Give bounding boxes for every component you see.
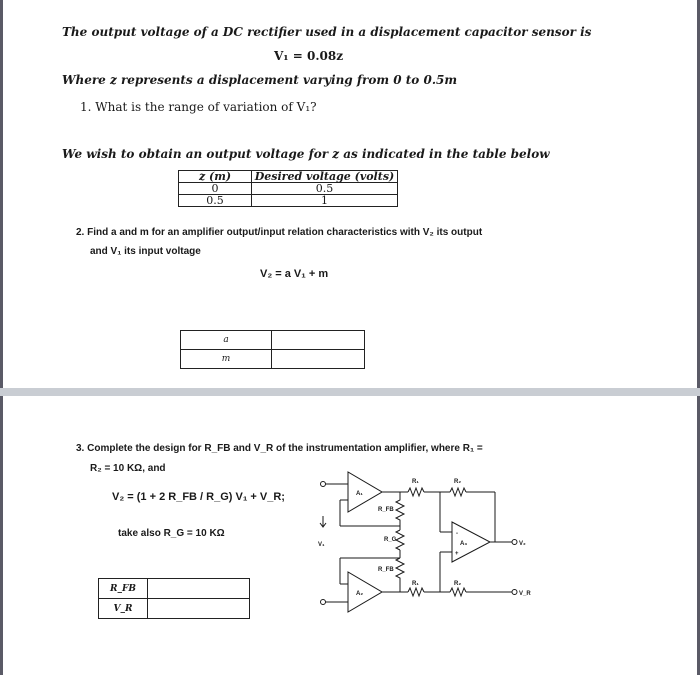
label-a3-minus: - (456, 531, 458, 537)
label-rg: R_G (384, 537, 397, 543)
opamp-a2 (348, 572, 382, 612)
label-a2: A₂ (356, 591, 363, 597)
resistor-rfb-top (396, 496, 404, 526)
resistor-r1-top (408, 488, 424, 496)
a-m-table (180, 330, 365, 369)
resistor-r2-top (450, 488, 466, 496)
label-rfb-top: R_FB (378, 507, 394, 513)
equation-v2-instr: V₂ = (1 + 2 R_FB / R_G) V₁ + V_R; (112, 491, 285, 503)
take-also-text: take also R_G = 10 KΩ (118, 528, 225, 539)
label-a3-plus: + (455, 551, 459, 557)
input-terminal-bottom (321, 600, 326, 605)
input-terminal-top (321, 482, 326, 487)
page-separator (0, 388, 700, 396)
instrumentation-amplifier-circuit (300, 468, 545, 618)
cell-v-1: 1 (252, 195, 398, 207)
output-terminal (512, 540, 517, 545)
cell-z-0: 0 (179, 183, 252, 195)
label-m: m (181, 350, 272, 369)
label-vr: V_R (99, 599, 148, 619)
left-frame-edge (0, 0, 3, 675)
cell-z-1: 0.5 (179, 195, 252, 207)
equation-v2: V₂ = a V₁ + m (260, 268, 329, 280)
resistor-rg (396, 530, 404, 550)
desired-voltage-table (178, 170, 398, 207)
opamp-a1 (348, 472, 382, 512)
label-r2-bottom: R₂ (454, 581, 461, 587)
part3-line2: R₂ = 10 KΩ, and (90, 463, 166, 474)
question-1: 1. What is the range of variation of V₁? (80, 100, 317, 114)
value-a (272, 331, 365, 350)
part2-line2: and V₁ its input voltage (90, 246, 201, 257)
label-v1: V₁ (318, 542, 325, 548)
wish-text: We wish to obtain an output voltage for z as indicated in the table below (62, 147, 550, 161)
resistor-r1-bottom (408, 588, 424, 596)
label-a: a (181, 331, 272, 350)
label-a1: A₁ (356, 491, 363, 497)
vr-terminal (512, 590, 517, 595)
label-r1-top: R₁ (412, 479, 419, 485)
part2-line1: 2. Find a and m for an amplifier output/input relation characteristics with V₂ its output (76, 227, 483, 238)
label-r2-top: R₂ (454, 479, 461, 485)
intro-text: The output voltage of a DC rectifier used in a displacement capacitor sensor is (62, 25, 592, 39)
label-vr-out: V_R (519, 591, 531, 597)
label-rfb: R_FB (99, 579, 148, 599)
value-m (272, 350, 365, 369)
part3-line1: 3. Complete the design for R_FB and V_R of the instrumentation amplifier, where R₁ = (76, 443, 483, 454)
resistor-r2-bottom (450, 588, 466, 596)
header-desired-voltage: Desired voltage (volts) (252, 171, 398, 183)
label-r1-bottom: R₁ (412, 581, 419, 587)
label-a3: A₃ (460, 541, 468, 547)
label-rfb-bottom: R_FB (378, 567, 394, 573)
resistor-rfb-bottom (396, 558, 404, 592)
rfb-vr-table (98, 578, 250, 619)
label-vo: V₂ (519, 541, 526, 547)
value-vr (148, 599, 250, 619)
where-text: Where z represents a displacement varying from 0 to 0.5m (62, 73, 458, 87)
cell-v-0: 0.5 (252, 183, 398, 195)
value-rfb (148, 579, 250, 599)
equation-v1: V₁ = 0.08z (274, 49, 344, 63)
header-z: z (m) (179, 171, 252, 183)
